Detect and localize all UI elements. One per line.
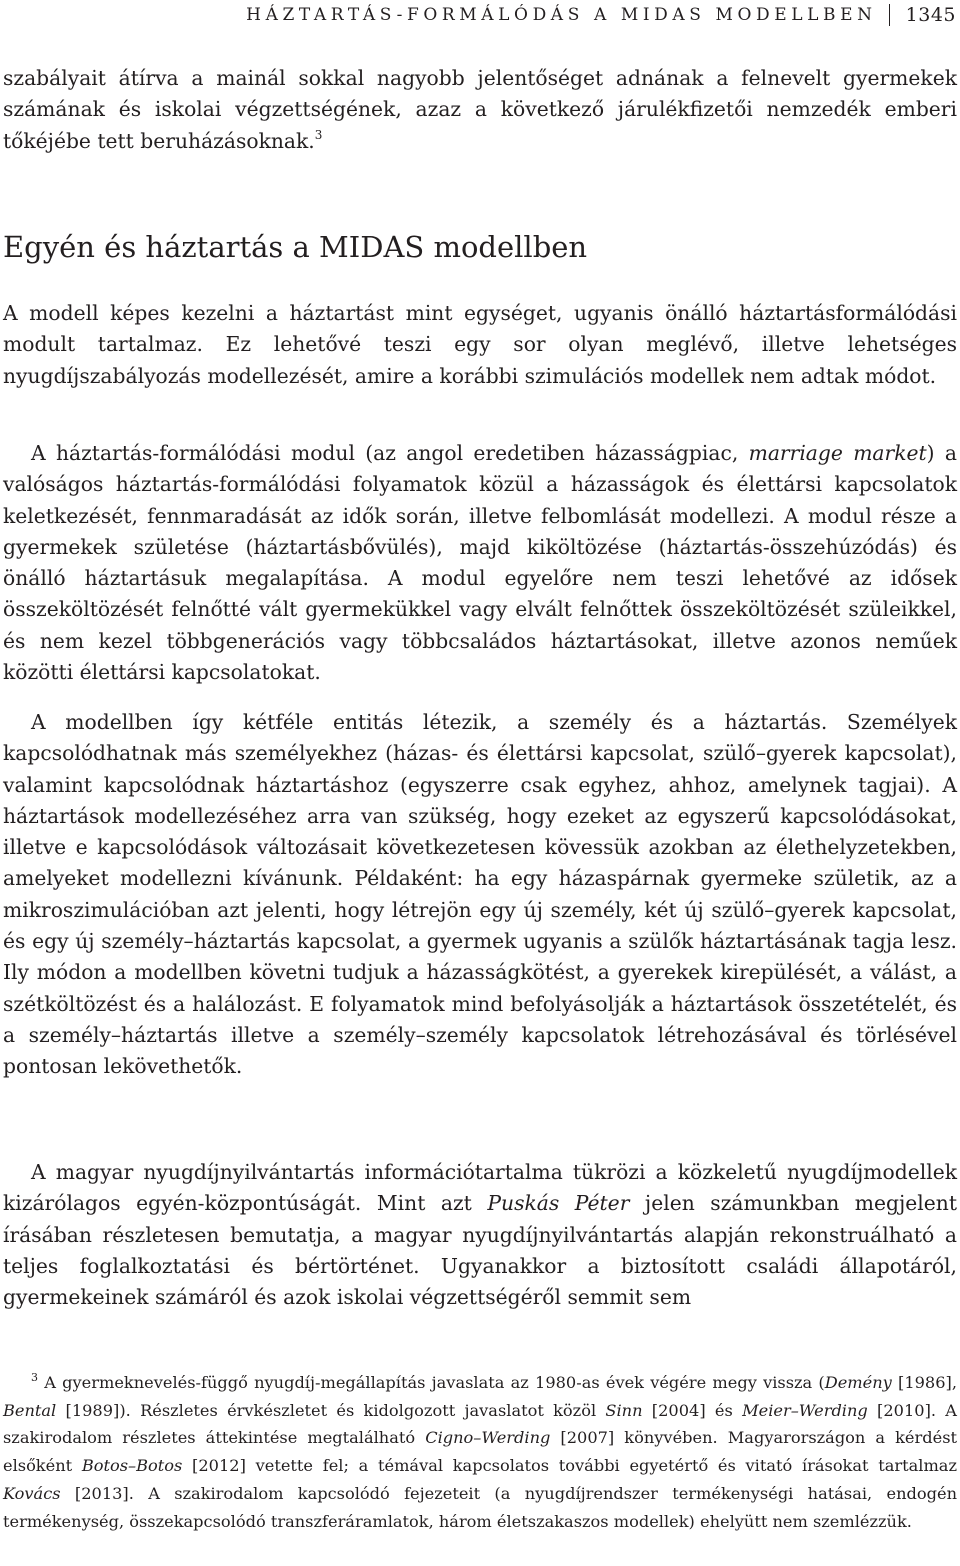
section-heading: Egyén és háztartás a MIDAS modellben (3, 230, 588, 264)
paragraph-2-text-a: A háztartás-formálódási modul (az angol eredetiben házasságpiac, (31, 441, 749, 465)
footnote-author: Bental (3, 1400, 57, 1420)
footnote-author: Sinn (605, 1400, 643, 1420)
footnote-text: [2004] és (642, 1400, 743, 1420)
footnote-author: Cigno–Werding (425, 1428, 551, 1448)
paragraph-2-text-b: ) a valóságos háztartás-formálódási folyamatok közül a házasságok és élettársi kapcsolatok keletkezését, fennmaradását az idők során, illetve felbomlását modellezi. A modul része a gyermekek születése (háztartásbővülés), majd kiköltözése (háztartás-összehúzódás) és önálló háztartásuk megalapítása. A modul egyelőre nem teszi lehetővé az idősek összeköltözését felnőtté vált gyermekükkel vagy elvált felnőttek összeköltözését szüleikkel, és nem kezel többgenerációs vagy többcsaládos háztartásokat, illetve azonos neműek közötti élettársi kapcsolatokat. (3, 441, 957, 685)
footnote-author: Meier–Werding (742, 1400, 868, 1420)
paragraph-4-text-b: jelen számunkban megjelent írásában részletesen bemutatja, a magyar nyugdíjnyilvántartás alapján rekonstruálható a teljes foglalkoztatási és bértörténet. Ugyanakkor a biztosított családi állapotáról, gyermekeinek számáról és azok iskolai végzettségéről semmit sem (3, 1191, 958, 1310)
header-divider (889, 4, 890, 26)
intro-paragraph (3, 63, 957, 157)
paragraph-4-author-name: Puskás Péter (487, 1191, 630, 1216)
paragraph-4-text-a: A magyar nyugdíjnyilvántartás információtartalma tükrözi a közkeletű nyugdíjmodellek kizárólagos egyén-központúságát. Mint azt (3, 1160, 957, 1216)
footnote-text: [1986], (891, 1373, 957, 1392)
footnote-text: A gyermeknevelés-függő nyugdíj-megállapítás javaslata az 1980-as évek végére megy vissza ( (44, 1373, 825, 1392)
running-header (0, 4, 956, 30)
footnote-author: Kovács (3, 1483, 61, 1503)
footnote-text: [2010]. A szakirodalom részletes áttekintése megtalálható (3, 1400, 957, 1448)
paragraph-4 (3, 1157, 957, 1313)
footnote-text: [2007] könyvében. Magyarországon a kérdést elsőként (3, 1428, 958, 1476)
paragraph-1: A modell képes kezelni a háztartást mint egységet, ugyanis önálló háztartásformálódási modult tartalmaz. Ez lehetővé teszi egy sor olyan meglévő, illetve lehetséges nyugdíjszabályozás modellezését, amire a korábbi szimulációs modellek nem adtak módot. (3, 301, 957, 388)
footnote-text: [2013]. A szakirodalom kapcsolódó fejezeteit (a nyugdíjrendszer termékenységi hatásai, endogén termékenység, összekapcsolódó transzferáramlatok, három életszakaszos modellek) ehelyütt nem szemlézzük. (3, 1483, 957, 1531)
paragraph-2-italic-term: marriage market (748, 441, 927, 465)
running-title: HÁZTARTÁS-FORMÁLÓDÁS A MIDAS MODELLBEN (246, 5, 877, 25)
paragraph-2 (3, 438, 957, 688)
page-number: 1345 (905, 4, 956, 26)
footnote-text: [1989]). Részletes érvkészletet és kidolgozott javaslatot közöl (56, 1400, 606, 1420)
footnote (3, 1369, 957, 1535)
footnote-author: Botos–Botos (81, 1456, 183, 1476)
footnote-text: [2012] vetette fel; a témával kapcsolatos további egyetértő és vitató írásokat tartalmaz (182, 1456, 957, 1476)
intro-text: szabályait átírva a mainál sokkal nagyobb jelentőséget adnának a felnevelt gyermekek számának és iskolai végzettségének, azaz a következő járulékfizetői nemzedék emberi tőkéjébe tett beruházásoknak. (3, 66, 957, 153)
footnote-reference: 3 (314, 127, 323, 142)
footnote-marker: 3 (31, 1371, 38, 1384)
paragraph-3: A modellben így kétféle entitás létezik, a személy és a háztartás. Személyek kapcsolódhatnak más személyekhez (házas- és élettársi kapcsolat, szülő–gyerek kapcsolat), valamint kapcsolódnak háztartáshoz (egyszerre csak egyhez, ahhoz, amelynek tagjai). A háztartások modellezéséhez arra van szükség, hogy ezeket az egyszerű kapcsolódásokat, illetve e kapcsolódások változásait következetesen kövessük azokban az élethelyzetekben, amelyeket modellezni kívánunk. Példaként: ha egy házaspárnak gyermeke születik, az a mikroszimulációban azt jelenti, hogy létrejön egy új személy, két új szülő–gyerek kapcsolat, és egy új személy–háztartás kapcsolat, a gyermek ugyanis a szülők háztartásának tagja lesz. Ily módon a modellben követni tudjuk a házasságkötést, a gyerekek kirepülését, a válást, a szétköltözést és a halálozást. E folyamatok mind befolyásolják a háztartások összetételét, és a személy–háztartás illetve a személy–személy kapcsolatok létrehozásával és törlésével pontosan lekövethetők. (3, 710, 957, 1079)
footnote-author: Demény (824, 1373, 892, 1392)
